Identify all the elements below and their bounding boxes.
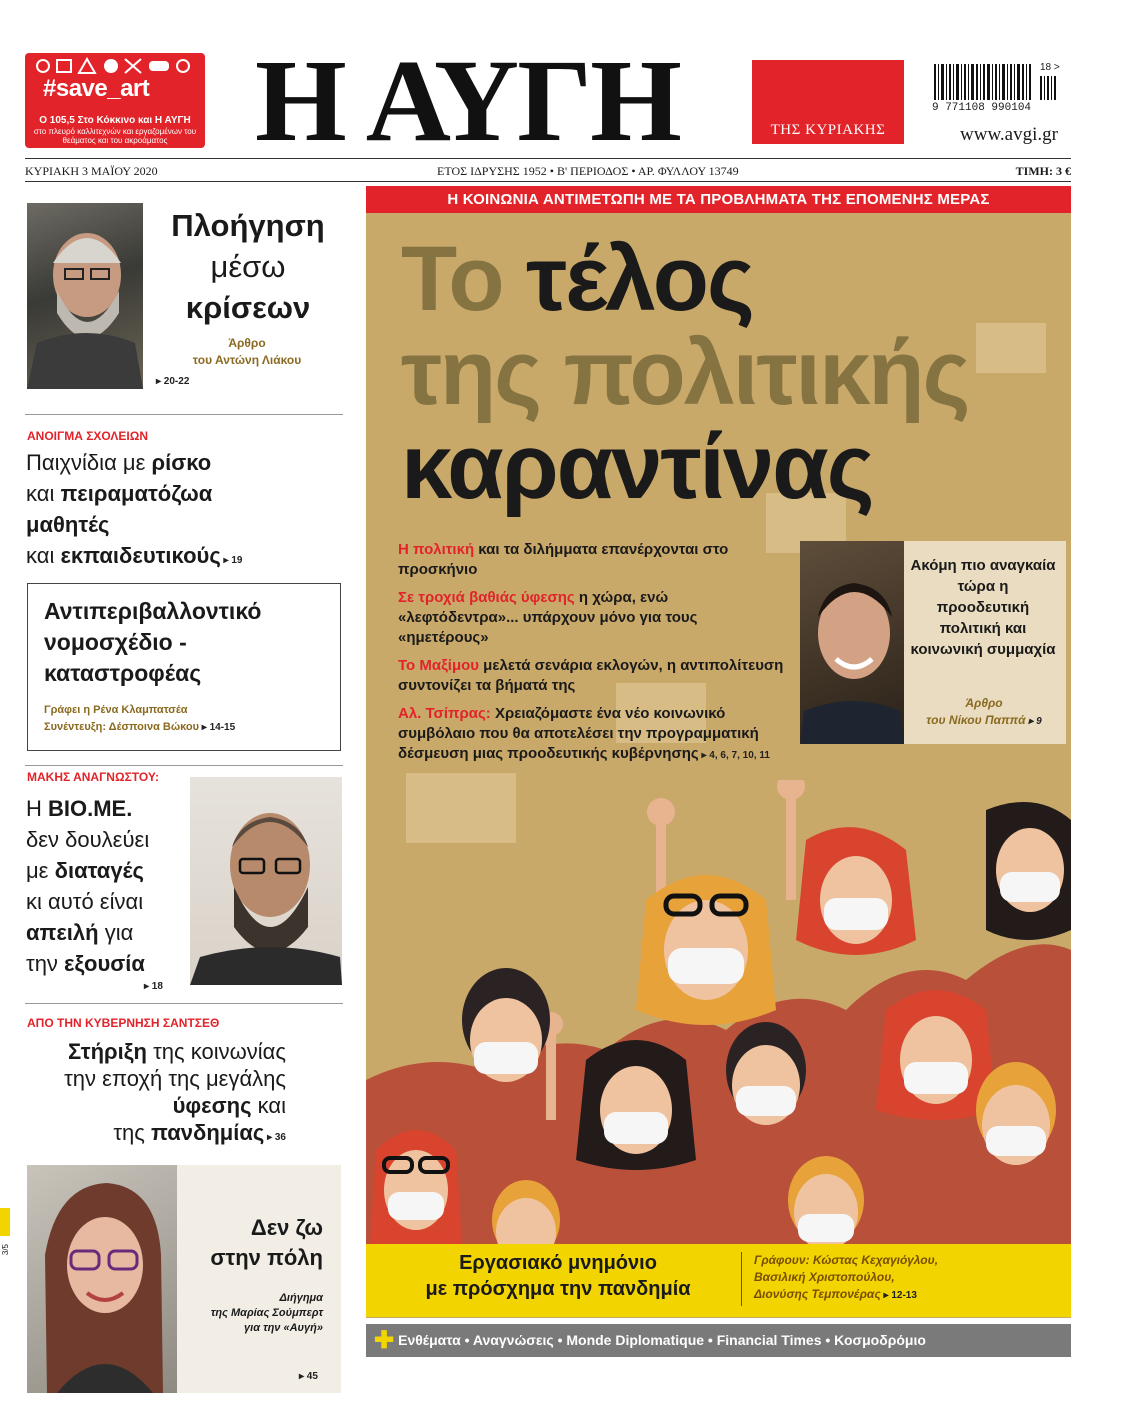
environment-byline <box>44 702 235 736</box>
environment-headline <box>44 596 261 689</box>
bullet-item[interactable] <box>398 704 790 766</box>
edition-label: ΤΗΣ ΚΥΡΙΑΚΗΣ <box>770 122 886 138</box>
liakos-headline-line1: Πλοήγηση <box>171 208 325 243</box>
portrait-man-glasses-icon <box>190 777 342 985</box>
santseth-page-ref: ▸ 36 <box>264 1132 286 1143</box>
divider <box>25 414 343 415</box>
sant-c: την εποχή της μεγάλης <box>64 1066 286 1091</box>
supplements-list: Ενθέματα • Αναγνώσεις • Monde Diplomatique • Financial Times • Κοσμοδρόμιο <box>398 1332 926 1348</box>
barcode-issue: 18 > <box>1040 62 1060 73</box>
labor-t2: με πρόσχημα την πανδημία <box>425 1278 691 1300</box>
side-page-number: 3/5 <box>1 1244 10 1256</box>
anagnostou-page-ref: ▸ 18 <box>144 981 163 992</box>
schools-page-ref: ▸ 19 <box>220 555 243 566</box>
pappas-byline <box>906 695 1062 730</box>
labor-by1: Γράφουν: Κώστας Κεχαγιόγλου, <box>754 1253 939 1267</box>
save-art-badge[interactable] <box>25 53 205 148</box>
newspaper-title: Η ΑΥΓΗ <box>255 35 680 166</box>
portrait-man-smiling-icon <box>800 541 904 744</box>
divider <box>25 1003 343 1004</box>
sumpert-by2: της Μαρίας Σούμπερτ <box>210 1307 323 1319</box>
labor-page-ref: ▸ 12-13 <box>880 1290 917 1301</box>
liakos-photo[interactable] <box>27 203 143 389</box>
env-line1: Αντιπεριβαλλοντικό <box>44 598 262 624</box>
bullet-lead: Αλ. Τσίπρας: <box>398 705 491 722</box>
schools-text-a: Παιχνίδια με <box>26 450 152 475</box>
divider <box>25 765 343 766</box>
pappas-headline: Ακόμη πιο αναγκαία τώρα η προοδευτική πολιτική και κοινωνική συμμαχία <box>910 557 1056 658</box>
side-tab-marker <box>0 1208 10 1236</box>
main-headline[interactable] <box>401 228 969 518</box>
anag-j: εξουσία <box>64 951 145 976</box>
anag-e: διαταγές <box>54 858 144 883</box>
pappas-photo <box>800 541 904 744</box>
liakos-byline-line1: Άρθρο <box>228 336 266 350</box>
bullet-rest: και τα διλήμματα επανέρχονται στο προσκήνιο <box>398 541 729 578</box>
sumpert-headline <box>177 1213 323 1273</box>
portrait-man-beard-icon <box>27 203 143 389</box>
dateline <box>25 158 1071 182</box>
edition-box <box>752 60 904 144</box>
env-line3: καταστροφέας <box>44 660 202 686</box>
santseth-headline[interactable] <box>26 1038 286 1151</box>
labor-by2: Βασιλική Χριστοπούλου, <box>754 1270 895 1284</box>
anag-c: δεν δουλεύει <box>26 827 150 852</box>
labor-memo-bar[interactable] <box>366 1244 1071 1317</box>
panel-block <box>976 323 1046 373</box>
liakos-page-ref: ▸ 20-22 <box>156 376 190 387</box>
anag-g: απειλή <box>26 920 99 945</box>
anag-d: με <box>26 858 55 883</box>
anagnostou-kicker: ΜΑΚΗΣ ΑΝΑΓΝΩΣΤΟΥ: <box>27 770 160 784</box>
liakos-headline-line3: κρίσεων <box>185 290 311 325</box>
sant-g: πανδημίας <box>150 1120 265 1145</box>
site-url[interactable]: www.avgi.gr <box>960 124 1058 145</box>
bullet-lead: Σε τροχιά βαθιάς ύφεσης <box>398 589 575 606</box>
labor-by3: Διονύσης Τεμπονέρας <box>754 1287 881 1301</box>
sant-f: της <box>113 1120 151 1145</box>
env-page-ref: ▸ 14-15 <box>199 722 236 733</box>
sumpert-photo <box>27 1165 177 1393</box>
sumpert-page-ref: ▸ 45 <box>299 1371 318 1382</box>
issue-date: ΚΥΡΙΑΚΗ 3 ΜΑΪΟΥ 2020 <box>25 164 158 178</box>
env-line2: νομοσχέδιο - <box>44 629 187 655</box>
env-by1: Γράφει η Ρένα Κλαμπατσέα <box>44 704 188 716</box>
portrait-woman-glasses-icon <box>27 1165 177 1393</box>
save-art-tag: #save_art <box>43 75 150 102</box>
story-bullets <box>398 540 790 774</box>
plus-icon: ✚ <box>374 1327 395 1354</box>
schools-text-b: ρίσκο <box>151 450 212 475</box>
headline-word-2: τέλος <box>526 228 753 330</box>
santseth-kicker: ΑΠΟ ΤΗΝ ΚΥΒΕΡΝΗΣΗ ΣΑΝΤΣΕΘ <box>27 1016 220 1030</box>
sumpert-byline <box>167 1291 323 1336</box>
anag-f: κι αυτό είναι <box>26 889 144 914</box>
schools-headline[interactable] <box>26 447 242 576</box>
sant-a: Στήριξη <box>67 1039 147 1064</box>
masked-crowd-illustration-icon <box>366 780 1071 1245</box>
headline-line-2: της πολιτικής <box>401 322 969 424</box>
bullet-item[interactable] <box>398 588 790 648</box>
bullet-lead: Το Μαξίμου <box>398 657 480 674</box>
anag-a: Η <box>26 796 48 821</box>
bullet-rest: η χώρα, ενώ «λεφτόδεντρα»... υπάρχουν μόνο για τους «ημετέρους» <box>398 589 698 646</box>
anag-b: ΒΙΟ.ΜΕ. <box>48 796 133 821</box>
anagnostou-photo[interactable] <box>190 777 342 985</box>
save-art-line2: στο πλευρό καλλιτεχνών και εργαζομένων του θεάματος και του ακροάματος <box>33 127 197 145</box>
anag-i: την <box>26 951 65 976</box>
schools-text-c: και <box>26 481 61 506</box>
sant-d: ύφεσης <box>172 1093 252 1118</box>
sumpert-t1: Δεν ζω <box>250 1215 323 1240</box>
anagnostou-headline[interactable] <box>26 793 149 979</box>
sant-b: της κοινωνίας <box>147 1039 286 1064</box>
headline-word-1: Το <box>401 228 527 330</box>
liakos-byline <box>153 335 341 369</box>
labor-memo-headline <box>388 1250 728 1302</box>
pappas-page-ref: ▸ 9 <box>1025 716 1042 727</box>
schools-text-d: πειραματόζωα <box>60 481 213 506</box>
schools-text-e: μαθητές <box>26 512 110 537</box>
bullet-lead: Η πολιτική <box>398 541 475 558</box>
headline-line-3: καραντίνας <box>401 416 873 518</box>
art-doodle-icon <box>31 55 201 77</box>
sant-e: και <box>251 1093 286 1118</box>
liakos-headline[interactable] <box>153 205 343 328</box>
issue-price: ΤΙΜΗ: 3 € <box>1015 164 1071 178</box>
bullet-item[interactable] <box>398 540 790 580</box>
env-by2: Συνέντευξη: Δέσποινα Βώκου <box>44 721 200 733</box>
bullet-rest: Χρειαζόμαστε ένα νέο κοινωνικό συμβόλαιο που θα αποτελέσει την προγραμματική δέσμευση μιας προοδευτικής κυβέρνησης <box>398 705 759 762</box>
bullet-page-ref: ▸ 4, 6, 7, 10, 11 <box>698 750 770 761</box>
bullet-item[interactable] <box>398 656 790 696</box>
environment-bill-box[interactable] <box>27 583 341 751</box>
sumpert-t2: στην πόλη <box>210 1245 323 1270</box>
liakos-headline-line2: μέσω <box>210 249 286 284</box>
sumpert-by1: Διήγημα <box>279 1292 323 1304</box>
schools-text-g: εκπαιδευτικούς <box>60 543 221 568</box>
labor-t1: Εργασιακό μνημόνιο <box>459 1252 657 1274</box>
schools-text-f: και <box>26 543 61 568</box>
pappas-by2: του Νίκου Παππά <box>926 713 1026 727</box>
schools-kicker: ΑΝΟΙΓΜΑ ΣΧΟΛΕΙΩΝ <box>27 429 149 443</box>
top-story-banner[interactable]: Η ΚΟΙΝΩΝΙΑ ΑΝΤΙΜΕΤΩΠΗ ΜΕ ΤΑ ΠΡΟΒΛΗΜΑΤΑ ΤΗΣ ΕΠΟΜΕΝΗΣ ΜΕΡΑΣ <box>366 186 1071 213</box>
supplements-bar[interactable] <box>366 1324 1071 1357</box>
pappas-by1: Άρθρο <box>965 696 1003 710</box>
liakos-byline-line2: του Αντώνη Λιάκου <box>192 353 302 367</box>
sumpert-box[interactable] <box>27 1165 341 1393</box>
bullet-rest: μελετά σενάρια εκλογών, η αντιπολίτευση συντονίζει τα βήματά της <box>398 657 784 694</box>
labor-memo-byline <box>754 1252 938 1304</box>
issue-meta: ΕΤΟΣ ΙΔΡΥΣΗΣ 1952 • Β' ΠΕΡΙΟΔΟΣ • ΑΡ. ΦΥΛΛΟΥ 13749 <box>437 164 739 178</box>
divider <box>741 1252 742 1306</box>
pappas-box[interactable] <box>800 541 1066 744</box>
anag-h: για <box>98 920 134 945</box>
barcode-number: 9 771108 990104 <box>932 102 1032 114</box>
sumpert-by3: για την «Αυγή» <box>244 1322 323 1334</box>
save-art-line1: Ο 105,5 Στο Κόκκινο και Η ΑΥΓΗ <box>39 115 191 126</box>
